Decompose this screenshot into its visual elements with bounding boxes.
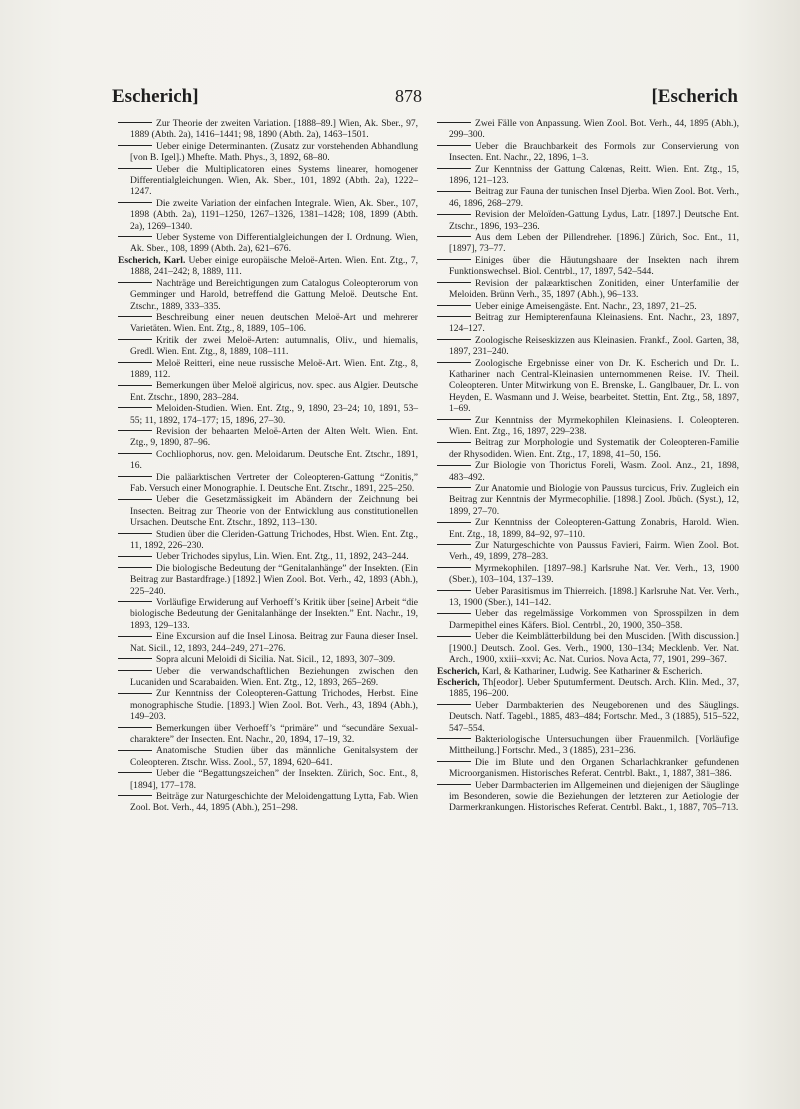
ditto-dash bbox=[118, 795, 152, 796]
entry-text: Zur Biologie von Thorictus Foreli, Wasm. Zool. Anz., 21, 1898, 483–492. bbox=[449, 460, 739, 483]
ditto-dash bbox=[437, 761, 471, 762]
entry-text: Beitrag zur Fauna der tunischen Insel Djerba. Wien Zool. Bot. Verh., 46, 1896, 268–279. bbox=[449, 186, 739, 209]
bibliography-entry bbox=[437, 312, 739, 335]
bibliography-entry bbox=[118, 449, 418, 472]
ditto-dash bbox=[437, 442, 471, 443]
right-column bbox=[437, 118, 739, 814]
bibliography-entry bbox=[437, 586, 739, 609]
bibliography-entry bbox=[437, 209, 739, 232]
entry-text: Anatomische Studien über das männliche Genitalsystem der Coleopteren. Ztschr. Wiss. Zool., 57, 1894, 620–641. bbox=[130, 745, 418, 768]
ditto-dash bbox=[118, 122, 152, 123]
ditto-dash bbox=[437, 704, 471, 705]
ditto-dash bbox=[118, 658, 152, 659]
entry-text: Ueber Parasitismus im Thierreich. [1898.] Karlsruhe Nat. Ver. Verh., 13, 1900 (Sber.), 141–142. bbox=[449, 585, 739, 609]
bibliography-entry bbox=[118, 335, 418, 358]
entry-text: Zoologische Ergebnisse einer von Dr. K. Escherich und Dr. L. Kathariner nach Central-Kleinasien unternommenen Reise. IV. Theil. Coleopteren. Unter Mitwirkung von E. Brenske, L. Ganglbauer, Dr. L. von Heyden, E. Wasmann und J. Weise, bearbeitet. Stettin, Ent. Ztg., 58, 1897, 1–69. bbox=[449, 357, 739, 415]
ditto-dash bbox=[118, 236, 152, 237]
ditto-dash bbox=[118, 567, 152, 568]
bibliography-entry bbox=[118, 255, 418, 278]
ditto-dash bbox=[118, 339, 152, 340]
entry-text: Beiträge zur Naturgeschichte der Meloidengattung Lytta, Fab. Wien Zool. Bot. Verh., 44, 1895 (Abh.), 251–298. bbox=[130, 790, 418, 814]
bibliography-entry bbox=[118, 551, 418, 562]
ditto-dash bbox=[437, 567, 471, 568]
bibliography-entry bbox=[118, 666, 418, 689]
entry-text: Zur Kenntniss der Coleopteren-Gattung Trichodes, Herbst. Eine monographische Studie. [1893.] Wien Zool. Bot. Verh., 43, 1894 (Abh.), 149–203. bbox=[130, 688, 418, 723]
ditto-dash bbox=[118, 772, 152, 773]
entry-text: Ueber die Gesetzmässigkeit im Abändern der Zeichnung bei Insecten. Beitrag zur Theorie von der Entwicklung aus constitutionellen Ursachen. Deutsche Ent. Ztschr., 1892, 113–130. bbox=[130, 494, 418, 529]
bibliography-entry bbox=[118, 232, 418, 255]
entry-text: Zur Kenntniss der Myrmekophilen Kleinasiens. I. Coleopteren. Wien. Ent. Ztg., 16, 1897, 229–238. bbox=[449, 414, 739, 437]
bibliography-entry bbox=[437, 141, 739, 164]
bibliography-entry bbox=[437, 232, 739, 255]
entry-text: Zur Kenntniss der Coleopteren-Gattung Zonabris, Harold. Wien. Ent. Ztg., 18, 1899, 84–92, 97–110. bbox=[449, 517, 739, 540]
bibliography-entry bbox=[437, 255, 739, 278]
bibliography-entry bbox=[437, 460, 739, 483]
entry-text: Beitrag zur Hemipterenfauna Kleinasiens. Ent. Nachr., 23, 1897, 124–127. bbox=[449, 311, 739, 335]
ditto-dash bbox=[437, 465, 471, 466]
ditto-dash bbox=[437, 305, 471, 306]
ditto-dash bbox=[118, 670, 152, 671]
entry-text: Ueber das regelmässige Vorkommen von Sprosspilzen in dem Darmepithel eines Käfers. Biol. Centrbl., 20, 1900, 350–358. bbox=[449, 608, 739, 631]
ditto-dash bbox=[437, 339, 471, 340]
ditto-dash bbox=[437, 145, 471, 146]
entry-text: Ueber Trichodes sipylus, Lin. Wien. Ent. Ztg., 11, 1892, 243–244. bbox=[156, 551, 409, 563]
ditto-dash bbox=[437, 784, 471, 785]
entry-text: Meloiden-Studien. Wien. Ent. Ztg., 9, 1890, 23–24; 10, 1891, 53–55; 11, 1892, 174–177; 15, 1896, 27–30. bbox=[130, 403, 418, 426]
bibliography-entry bbox=[118, 654, 418, 665]
ditto-dash bbox=[118, 693, 152, 694]
bibliography-entry bbox=[118, 426, 418, 449]
ditto-dash bbox=[437, 214, 471, 215]
bibliography-entry bbox=[437, 118, 739, 141]
entry-text: Beschreibung einer neuen deutschen Meloë-Art und mehrerer Varietäten. Wien. Ent. Ztg., 8, 1889, 105–106. bbox=[130, 311, 418, 335]
ditto-dash bbox=[118, 282, 152, 283]
ditto-dash bbox=[118, 407, 152, 408]
entry-text: Revision der Meloïden-Gattung Lydus, Latr. [1897.] Deutsche Ent. Ztschr., 1896, 193–236. bbox=[449, 209, 739, 232]
entry-text: Einiges über die Häutungshaare der Insekten nach ihrem Funktionswechsel. Biol. Centrbl., 17, 1897, 542–544. bbox=[449, 254, 739, 278]
bibliography-entry bbox=[437, 358, 739, 415]
entry-author: Escherich, Karl. bbox=[118, 254, 186, 266]
entry-text: Eine Excursion auf die Insel Linosa. Beitrag zur Fauna dieser Insel. Nat. Sicil., 12, 1893, 244–249, 271–276. bbox=[130, 631, 418, 654]
bibliography-entry bbox=[118, 164, 418, 198]
bibliography-entry bbox=[118, 380, 418, 403]
entry-text: Th[eodor]. Ueber Sputumferment. Deutsch. Arch. Klin. Med., 37, 1885, 196–200. bbox=[449, 676, 739, 700]
bibliography-entry bbox=[118, 791, 418, 814]
bibliography-entry bbox=[437, 563, 739, 586]
ditto-dash bbox=[437, 122, 471, 123]
bibliography-entry bbox=[437, 415, 739, 438]
entry-text: Revision der palæarktischen Zonitiden, einer Unterfamilie der Meloiden. Brünn Verh., 35, 1897 (Abh.), 96–133. bbox=[449, 277, 739, 301]
ditto-dash bbox=[118, 727, 152, 728]
bibliography-entry bbox=[437, 734, 739, 757]
ditto-dash bbox=[437, 613, 471, 614]
entry-text: Zwei Fälle von Anpassung. Wien Zool. Bot. Verh., 44, 1895 (Abh.), 299–300. bbox=[449, 118, 739, 141]
page-number: 878 bbox=[395, 86, 422, 106]
bibliography-entry bbox=[437, 700, 739, 734]
bibliography-entry bbox=[437, 164, 739, 187]
bibliography-entry bbox=[118, 198, 418, 232]
entry-text: Ueber Systeme von Differentialgleichungen der I. Ordnung. Wien, Ak. Sber., 108, 1899 (Abth. 2a), 621–676. bbox=[130, 232, 418, 255]
header-left-heading: Escherich] bbox=[112, 86, 199, 107]
entry-text: Ueber die “Begattungszeichen” der Insekten. Zürich, Soc. Ent., 8, [1894], 177–178. bbox=[130, 768, 418, 791]
ditto-dash bbox=[118, 636, 152, 637]
bibliography-entry bbox=[118, 312, 418, 335]
bibliography-entry bbox=[437, 540, 739, 563]
bibliography-entry bbox=[118, 563, 418, 597]
entry-text: Die im Blute und den Organen Scharlachkranker gefundenen Microorganismen. Historisches Referat. Centrbl. Bakt., 1, 1887, 381–386. bbox=[449, 756, 739, 780]
entry-text: Zoologische Reiseskizzen aus Kleinasien. Frankf., Zool. Garten, 38, 1897, 231–240. bbox=[449, 334, 739, 358]
entry-text: Bemerkungen über Verhoeff’s “primäre” und “secundäre Sexual-charaktere” der Insecten. Ent. Nachr., 20, 1894, 17–19, 32. bbox=[130, 722, 418, 745]
bibliography-entry bbox=[437, 335, 739, 358]
bibliography-entry bbox=[118, 745, 418, 768]
entry-text: Zur Kenntniss der Gattung Calœnas, Reitt. Wien. Ent. Ztg., 15, 1896, 121–123. bbox=[449, 163, 739, 187]
ditto-dash bbox=[118, 533, 152, 534]
ditto-dash bbox=[118, 202, 152, 203]
entry-text: Ueber die Multiplicatoren eines Systems linearer, homogener Differentialgleichungen. Wien, Ak. Sber., 101, 1892 (Abth. 2a), 1222–1247. bbox=[130, 163, 418, 198]
ditto-dash bbox=[437, 191, 471, 192]
entry-text: Ueber die Keimblätterbildung bei den Musciden. [With discussion.] [1900.] Deutsch. Zool. Ges. Verh., 1900, 130–134; Mecklenb. Ver. Nat. Arch., 1900, xxiii–xxvi; Ac. Nat. Curios. Nova Acta, 77, 1901, 299–367. bbox=[449, 631, 739, 666]
ditto-dash bbox=[437, 259, 471, 260]
ditto-dash bbox=[118, 430, 152, 431]
entry-text: Die biologische Bedeutung der “Genitalanhänge” der Insekten. (Ein Beitrag zur Bastardfrage.) [1892.] Wien Zool. Bot. Verh., 42, 1893 (Abh.), 225–240. bbox=[130, 562, 418, 597]
bibliography-entry bbox=[118, 278, 418, 312]
ditto-dash bbox=[118, 362, 152, 363]
ditto-dash bbox=[437, 419, 471, 420]
entry-text: Vorläufige Erwiderung auf Verhoeff’s Kritik über [seine] Arbeit “die biologische Bedeutung der Genitalanhänge der Insekten.” Ent. Nachr., 19, 1893, 129–133. bbox=[130, 597, 418, 631]
bibliography-entry bbox=[437, 780, 739, 814]
entry-text: Zur Anatomie und Biologie von Paussus turcicus, Friv. Zugleich ein Beitrag zur Kenntnis der Myrmecophilie. [1898.] Zool. Jbüch. (Syst.), 12, 1899, 27–70. bbox=[449, 483, 739, 517]
entry-text: Cochliophorus, nov. gen. Meloidarum. Deutsche Ent. Ztschr., 1891, 16. bbox=[130, 448, 418, 472]
entry-text: Studien über die Cleriden-Gattung Trichodes, Hbst. Wien. Ent. Ztg., 11, 1892, 226–230. bbox=[130, 528, 418, 552]
ditto-dash bbox=[118, 316, 152, 317]
bibliography-entry bbox=[437, 483, 739, 517]
bibliography-entry bbox=[437, 608, 739, 631]
ditto-dash bbox=[437, 282, 471, 283]
entry-text: Meloë Reitteri, eine neue russische Meloë-Art. Wien. Ent. Ztg., 8, 1889, 112. bbox=[130, 357, 418, 380]
entry-text: Bemerkungen über Meloë algiricus, nov. spec. aus Algier. Deutsche Ent. Ztschr., 1890, 283–284. bbox=[130, 380, 418, 403]
ditto-dash bbox=[437, 590, 471, 591]
ditto-dash bbox=[437, 636, 471, 637]
ditto-dash bbox=[118, 499, 152, 500]
ditto-dash bbox=[437, 487, 471, 488]
entry-text: Revision der behaarten Meloë-Arten der Alten Welt. Wien. Ent. Ztg., 9, 1890, 87–96. bbox=[130, 425, 418, 449]
entry-text: Beitrag zur Morphologie und Systematik der Coleopteren-Familie der Rhysodiden. Wien. Ent. Ztg., 17, 1898, 41–50, 156. bbox=[449, 437, 739, 460]
entry-text: Bakteriologische Untersuchungen über Frauenmilch. [Vorläufige Mittheilung.] Fortschr. Med., 3 (1885), 231–236. bbox=[449, 733, 739, 757]
entry-author: Escherich, bbox=[437, 676, 480, 688]
bibliography-entry bbox=[118, 631, 418, 654]
entry-text: Kritik der zwei Meloë-Arten: autumnalis, Oliv., und hiemalis, Gredl. Wien. Ent. Ztg., 8, 1889, 108–111. bbox=[130, 334, 418, 358]
ditto-dash bbox=[118, 476, 152, 477]
entry-text: Ueber die verwandschaftlichen Beziehungen zwischen den Lucaniden und Scarabaiden. Wien. Ent. Ztg., 12, 1893, 265–269. bbox=[130, 665, 418, 688]
bibliography-entry bbox=[118, 529, 418, 552]
entry-text: Ueber die Brauchbarkeit des Formols zur Conservierung von Insecten. Ent. Nachr., 22, 1896, 1–3. bbox=[449, 140, 739, 164]
entry-text: Sopra alcuni Meloidi di Sicilia. Nat. Sicil., 12, 1893, 307–309. bbox=[156, 654, 396, 666]
entry-text: Zur Theorie der zweiten Variation. [1888–89.] Wien, Ak. Sber., 97, 1889 (Abth. 2a), 1416–1441; 98, 1890 (Abth. 2a), 1463–1501. bbox=[130, 118, 418, 141]
entry-text: Ueber einige europäische Meloë-Arten. Wien. Ent. Ztg., 7, 1888, 241–242; 8, 1889, 111. bbox=[130, 254, 418, 278]
ditto-dash bbox=[118, 385, 152, 386]
left-column bbox=[118, 118, 418, 814]
entry-text: Die zweite Variation der einfachen Integrale. Wien, Ak. Sber., 107, 1898 (Abth. 2a), 1191–1250, 1267–1326, 1381–1428; 108, 1899 (Abth. 2a), 1269–1340. bbox=[130, 197, 418, 232]
bibliography-entry bbox=[437, 757, 739, 780]
ditto-dash bbox=[437, 544, 471, 545]
entry-text: Karl, & Kathariner, Ludwig. See Kathariner & Escherich. bbox=[479, 665, 703, 677]
entry-text: Myrmekophilen. [1897–98.] Karlsruhe Nat. Ver. Verh., 13, 1900 (Sber.), 103–104, 137–139. bbox=[449, 562, 739, 586]
ditto-dash bbox=[437, 738, 471, 739]
bibliography-entry bbox=[118, 118, 418, 141]
ditto-dash bbox=[437, 168, 471, 169]
bibliography-entry bbox=[118, 141, 418, 164]
bibliography-entry bbox=[118, 688, 418, 722]
entry-text: Ueber Darmbakterien des Neugeborenen und des Säuglings. Deutsch. Natf. Tagebl., 1885, 483–484; Fortschr. Med., 3 (1885), 515–522, 547–554. bbox=[449, 699, 739, 734]
bibliography-entry bbox=[118, 494, 418, 528]
ditto-dash bbox=[118, 168, 152, 169]
header-right-heading: [Escherich bbox=[651, 86, 738, 107]
ditto-dash bbox=[437, 522, 471, 523]
entry-text: Ueber einige Ameisengäste. Ent. Nachr., 23, 1897, 21–25. bbox=[475, 300, 697, 312]
entry-text: Die paläarktischen Vertreter der Coleopteren-Gattung “Zonitis,” Fab. Versuch einer Monographie. I. Deutsche Ent. Ztschr., 1891, 225–250. bbox=[130, 471, 418, 494]
entry-text: Aus dem Leben der Pillendreher. [1896.] Zürich, Soc. Ent., 11, [1897], 73–77. bbox=[449, 232, 739, 255]
ditto-dash bbox=[437, 362, 471, 363]
bibliography-entry bbox=[118, 723, 418, 746]
bibliography-entry bbox=[437, 186, 739, 209]
entry-author: Escherich, bbox=[437, 665, 480, 677]
bibliography-entry bbox=[118, 358, 418, 381]
entry-text: Ueber einige Determinanten. (Zusatz zur vorstehenden Abhandlung [von B. Igel].) Mhefte. Math. Phys., 3, 1892, 68–80. bbox=[130, 140, 418, 164]
bibliography-entry bbox=[437, 301, 739, 312]
bibliography-entry bbox=[437, 517, 739, 540]
ditto-dash bbox=[118, 556, 152, 557]
bibliography-entry bbox=[118, 597, 418, 631]
ditto-dash bbox=[118, 750, 152, 751]
bibliography-entry bbox=[437, 437, 739, 460]
bibliography-entry bbox=[118, 768, 418, 791]
bibliography-entry bbox=[118, 472, 418, 495]
ditto-dash bbox=[437, 316, 471, 317]
bibliography-entry bbox=[437, 278, 739, 301]
bibliography-entry bbox=[437, 666, 739, 677]
ditto-dash bbox=[437, 236, 471, 237]
entry-text: Ueber Darmbacterien im Allgemeinen und diejenigen der Säuglinge im Besonderen, sowie die Beziehungen der letzteren zur Aetiologie der Darmerkrankungen. Historisches Referat. Centrbl. Bakt., 1, 1887, 705–713. bbox=[449, 779, 739, 814]
ditto-dash bbox=[118, 453, 152, 454]
bibliography-entry bbox=[437, 631, 739, 665]
ditto-dash bbox=[118, 601, 152, 602]
page-header bbox=[112, 86, 738, 112]
bibliography-entry bbox=[118, 403, 418, 426]
bibliography-entry bbox=[437, 677, 739, 700]
entry-text: Nachträge und Bereichtigungen zum Catalogus Coleopterorum von Gemminger und Harold, betreffend die Gattung Meloë. Deutsche Ent. Ztschr., 1889, 333–335. bbox=[130, 277, 418, 312]
ditto-dash bbox=[118, 145, 152, 146]
entry-text: Zur Naturgeschichte von Paussus Favieri, Fairm. Wien Zool. Bot. Verh., 49, 1899, 278–283. bbox=[449, 540, 739, 563]
